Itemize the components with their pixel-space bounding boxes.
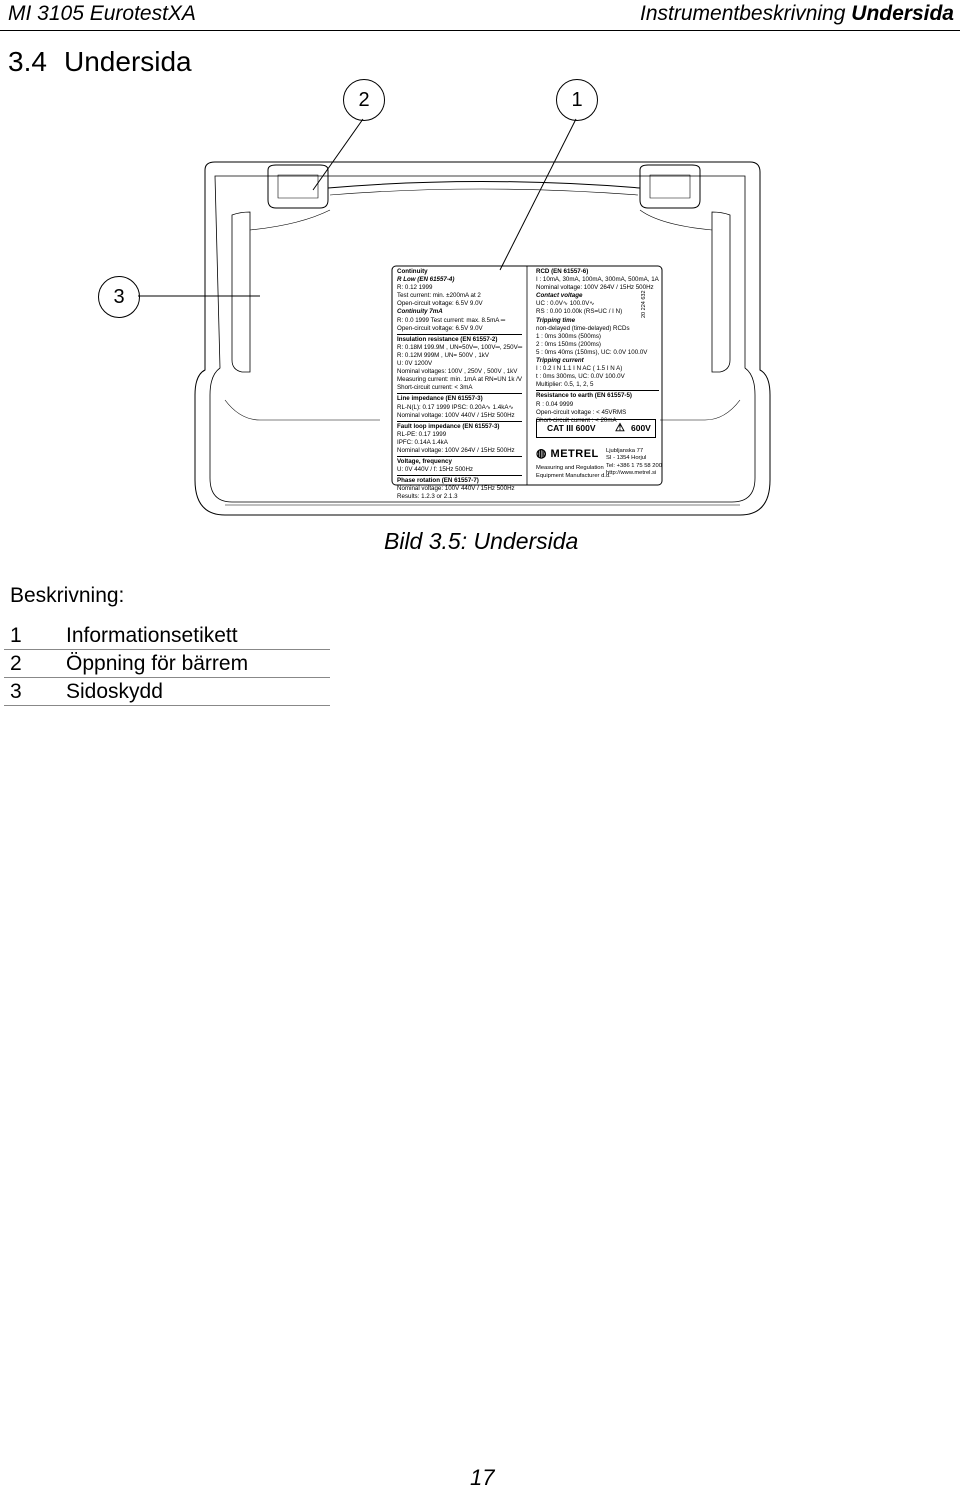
label-heading-tripping-time: Tripping time [536, 316, 576, 324]
body-contour-bottom-right [660, 400, 740, 420]
label-line: Measuring current: min. 1mA at RN=UN 1k /V [397, 376, 522, 384]
list-item-number: 2 [10, 652, 22, 675]
list-item [4, 678, 330, 706]
list-item-text: Öppning för bärrem [66, 652, 249, 675]
label-line: Short-circuit current : < 20mA [536, 416, 617, 424]
label-line: UC : 0.0V∿ 100.0V∿ [536, 300, 595, 308]
strap-opening-right-inner [650, 175, 690, 198]
list-item [4, 650, 330, 678]
label-line: RL-PE: 0.17 1999 [397, 430, 447, 438]
label-line: t : 0ms 300ms, UC: 0.0V 100.0V [536, 373, 625, 381]
address-line: http://www.metrel.si [606, 470, 657, 477]
label-line: Nominal voltage: 100V 440V / 15Hz 500Hz [397, 411, 515, 419]
metrel-globe-icon: ◍ [536, 446, 547, 460]
warning-icon: ⚠ [615, 422, 625, 434]
list-item-number: 3 [10, 680, 22, 703]
metrel-company-line: Measuring and Regulation [536, 465, 604, 471]
label-line: R: 0.12 1999 [397, 284, 433, 292]
strap-opening-left [268, 165, 328, 208]
label-heading-tripping-current: Tripping current [536, 357, 584, 365]
label-line: RL-N(L): 0.17 1999 IPSC: 0.20A∿ 1.4kA∿ [397, 403, 514, 411]
label-heading-line-impedance: Line impedance (EN 61557-3) [397, 393, 522, 403]
strap-opening-right [640, 165, 700, 208]
metrel-address [606, 448, 662, 478]
label-heading-rlow: R Low (EN 61557-4) [397, 276, 455, 284]
label-line: U: 0V 1200V [397, 360, 433, 368]
callout-2: 2 [343, 79, 385, 121]
metrel-brand-text: METREL [550, 448, 599, 460]
label-line: Results: 1.2.3 or 2.1.3 [397, 493, 458, 501]
figure-caption: Bild 3.5: Undersida [384, 528, 579, 554]
label-heading-rcd: RCD (EN 61557-6) [536, 268, 589, 275]
cat-rating-voltage: 600V [631, 423, 651, 433]
label-line: Nominal voltages: 100V , 250V , 500V , 1kV [397, 368, 518, 376]
metrel-logo [536, 446, 599, 460]
label-line: R: 0.12M 999M , UN= 500V , 1kV [397, 351, 489, 359]
section-title-text: Undersida [64, 46, 192, 77]
label-line: R : 0.04 9999 [536, 400, 574, 408]
label-heading-voltage: Voltage, frequency [397, 456, 522, 466]
leader-line-2 [313, 119, 363, 190]
label-line: Multiplier: 0.5, 1, 2, 5 [536, 381, 594, 389]
label-line: Test current: min. ±200mA at 2 [397, 292, 481, 300]
label-line: I : 0.2 I N 1.1 I N AC ( 1.5 I N A) [536, 365, 623, 373]
cat-rating-text: CAT III 600V [547, 423, 596, 433]
label-line: IPFC: 0.14A 1.4kA [397, 438, 448, 446]
label-line: 1 : 0ms 300ms (500ms) [536, 332, 601, 340]
side-guard-left [232, 212, 250, 372]
body-contour-left [250, 210, 330, 230]
label-line: RS : 0.00 10.00k (RS=UC / I N) [536, 308, 623, 316]
label-line: 2 : 0ms 150ms (200ms) [536, 340, 601, 348]
list-item [4, 622, 330, 650]
top-handle [328, 182, 640, 189]
body-contour-bottom-left [225, 400, 380, 420]
section-number: 3.4 [8, 46, 47, 77]
list-item-text: Sidoskydd [66, 680, 163, 703]
header-left: MI 3105 EurotestXA [8, 2, 196, 25]
callout-1: 1 [556, 79, 598, 121]
metrel-company-line: Equipment Manufacturer d.d. [536, 473, 611, 480]
label-heading-earth-resistance: Resistance to earth (EN 61557-5) [536, 390, 659, 400]
info-label-left-column [397, 268, 522, 502]
label-line: non-delayed (time-delayed) RCDs [536, 324, 630, 332]
label-heading-continuity-7ma: Continuity 7mA [397, 308, 443, 316]
label-line: R: 0.0 1999 Test current: max. 8.5mA ═ [397, 316, 506, 324]
label-line: Open-circuit voltage: 6.5V 9.0V [397, 324, 483, 332]
label-line: Open-circuit voltage: 6.5V 9.0V [397, 300, 483, 308]
cat-rating-box [536, 419, 656, 438]
header-right-prefix: Instrumentbeskrivning [640, 2, 846, 25]
label-line: I : 10mA, 30mA, 100mA, 300mA, 500mA, 1A [536, 276, 659, 284]
top-handle-inner [330, 189, 638, 195]
header-right-bold: Undersida [851, 2, 954, 25]
leader-line-1 [500, 119, 576, 270]
label-line: Short-circuit current: < 3mA [397, 384, 473, 392]
description-list [4, 622, 330, 706]
callout-3: 3 [98, 276, 140, 318]
body-contour-right [640, 210, 712, 230]
label-line: Nominal voltage: 100V 264V / 15Hz 500Hz [397, 446, 515, 454]
address-line: Ljubljanska 77 [606, 448, 644, 454]
description-heading: Beskrivning: [10, 584, 125, 607]
page-number: 17 [470, 1465, 495, 1490]
label-line: R: 0.18M 199.9M , UN=50V═, 100V═, 250V═ [397, 343, 523, 351]
side-guard-right [712, 212, 730, 372]
list-item-text: Informationsetikett [66, 624, 238, 647]
label-serial-number: 20 224 632 [641, 290, 647, 318]
address-line: Tel: +386 1 75 58 200 [606, 462, 662, 469]
label-line: Nominal voltage: 100V 264V / 15Hz 500Hz [536, 284, 654, 292]
list-item-number: 1 [10, 624, 22, 647]
label-line: 5 : 0ms 40ms (150ms), UC: 0.0V 100.0V [536, 348, 648, 356]
label-heading-contact-voltage: Contact voltage [536, 292, 583, 300]
label-line: Nominal voltage: 100V 440V / 15Hz 500Hz [397, 485, 515, 493]
metrel-company-text [536, 464, 611, 480]
label-line: U: 0V 440V / f: 15Hz 500Hz [397, 466, 474, 474]
label-heading-continuity: Continuity [397, 268, 428, 275]
label-line: Open-circuit voltage : < 45VRMS [536, 408, 627, 416]
label-heading-phase-rotation: Phase rotation (EN 61557-7) [397, 475, 522, 485]
label-heading-fault-loop: Fault loop impedance (EN 61557-3) [397, 421, 522, 431]
label-heading-insulation: Insulation resistance (EN 61557-2) [397, 334, 522, 344]
strap-opening-left-inner [278, 175, 318, 198]
address-line: SI - 1354 Horjul [606, 455, 647, 462]
